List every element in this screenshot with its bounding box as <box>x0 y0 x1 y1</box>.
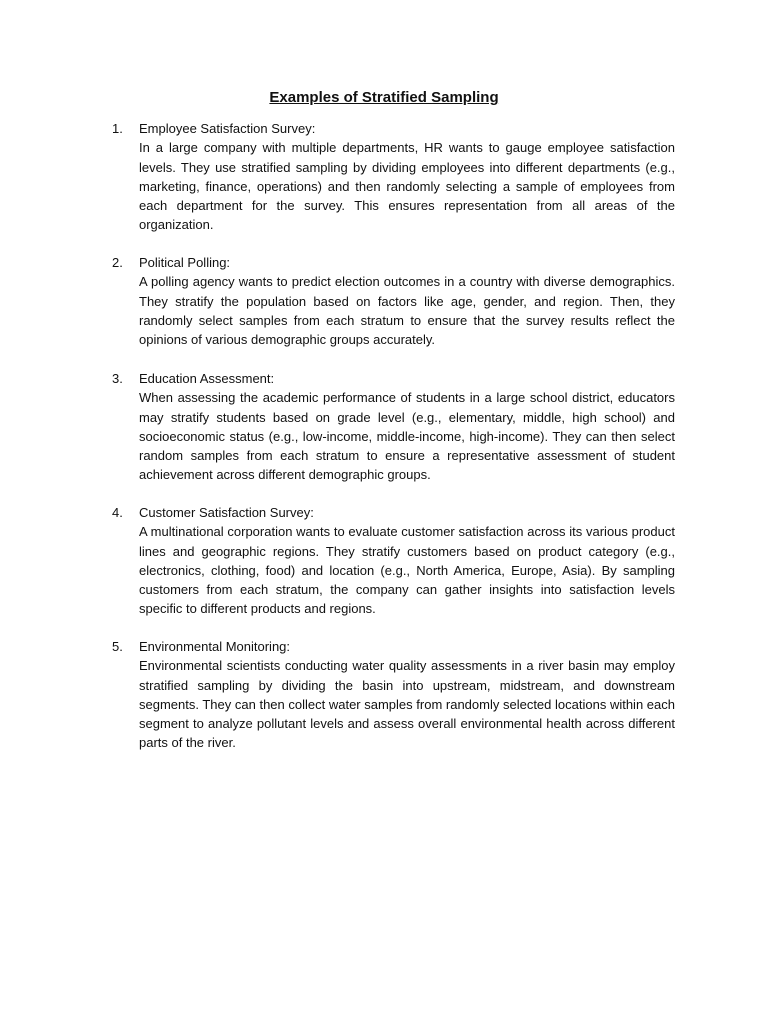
example-number: 1. <box>112 121 123 136</box>
example-body: Environmental scientists conducting water quality assessments in a river basin may employ stratified sampling by dividing the basin into upstream, midstream, and downstream segments. They can then collect water samples from randomly selected locations within each segment to analyze pollutant levels and assess overall environmental health across different parts of the river. <box>139 658 675 751</box>
document-title: Examples of Stratified Sampling <box>269 89 499 106</box>
example-heading: Customer Satisfaction Survey: <box>139 505 314 520</box>
example-body: A polling agency wants to predict election outcomes in a country with diverse demographics. They stratify the population based on factors like age, gender, and region. Then, they randomly select samples from each stratum to ensure that the survey results reflect the opinions of various demographic groups accurately. <box>139 274 675 348</box>
example-number: 4. <box>112 505 123 520</box>
example-heading: Education Assessment: <box>139 371 275 386</box>
example-number: 2. <box>112 255 123 270</box>
example-number: 3. <box>112 371 123 386</box>
example-body: When assessing the academic performance of students in a large school district, educators may stratify students based on grade level (e.g., elementary, middle, high school) and socioeconomic status (e.g., low-income, middle-income, high-income). They can then select random samples from each stratum to ensure a representative assessment of student achievement across different demographic groups. <box>139 390 675 483</box>
example-heading: Employee Satisfaction Survey: <box>139 121 316 136</box>
example-heading: Environmental Monitoring: <box>139 639 291 654</box>
example-body: A multinational corporation wants to evaluate customer satisfaction across its various product lines and geographic regions. They stratify customers based on product category (e.g., electronics, clothing, food) and location (e.g., North America, Europe, Asia). By sampling customers from each stratum, the company can gather insights into satisfaction levels specific to different products and regions. <box>139 524 675 617</box>
example-heading: Political Polling: <box>139 255 231 270</box>
example-body: In a large company with multiple departments, HR wants to gauge employee satisfaction levels. They use stratified sampling by dividing employees into different departments (e.g., marketing, finance, operations) and then randomly selecting a sample of employees from each department for the survey. This ensures representation from all areas of the organization. <box>139 140 675 233</box>
example-number: 5. <box>112 639 123 654</box>
